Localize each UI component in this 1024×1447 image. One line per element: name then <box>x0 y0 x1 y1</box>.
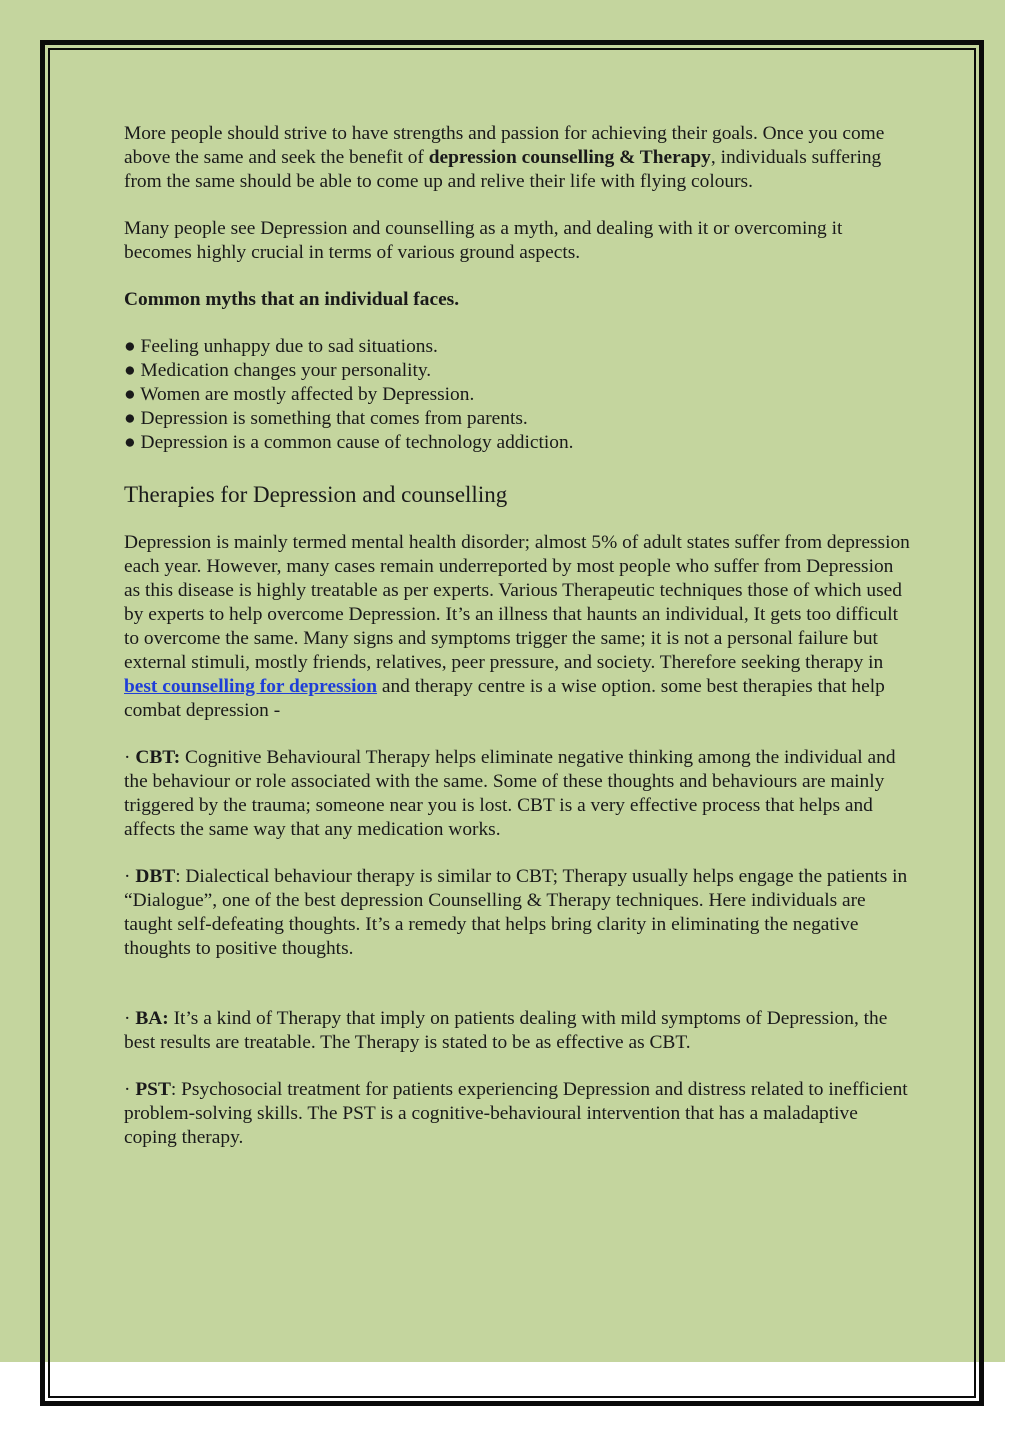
therapy-item-dbt: · DBT: Dialectical behaviour therapy is similar to CBT; Therapy usually helps engage the patients in “Dialogue”, one of the best depression Counselling & Therapy techniques. Here individuals are taught self-defeating thoughts. It’s a remedy that helps bring clarity in eliminating the negative thoughts to positive thoughts. <box>124 866 908 959</box>
intro-paragraph: More people should strive to have strengths and passion for achieving their goals. Once you come above the same and seek the benefit of depression counselling & Therapy, individuals suffering from the same should be able to come up and relive their life with flying colours. <box>124 123 885 192</box>
list-item: ● Feeling unhappy due to sad situations. <box>124 336 438 357</box>
best-counselling-link[interactable]: best counselling for depression <box>124 676 378 697</box>
list-item: ● Depression is something that comes from parents. <box>124 408 528 429</box>
myths-list <box>124 335 914 455</box>
list-item: ● Medication changes your personality. <box>124 360 432 381</box>
therapies-paragraph: Depression is mainly termed mental health disorder; almost 5% of adult states suffer from depression each year. However, many cases remain underreported by most people who suffer from Depression as this disease is highly treatable as per experts. Various Therapeutic techniques those of which used by experts to help overcome Depression. It’s an illness that haunts an individual, It gets too difficult to overcome the same. Many signs and symptoms trigger the same; it is not a personal failure but external stimuli, mostly friends, relatives, peer pressure, and society. Therefore seeking therapy in best counselling for depression and therapy centre is a wise option. some best therapies that help combat depression - <box>124 532 910 721</box>
myth-paragraph: Many people see Depression and counselling as a myth, and dealing with it or overcoming it becomes highly crucial in terms of various ground aspects. <box>124 218 843 263</box>
therapy-item-cbt: · CBT: Cognitive Behavioural Therapy helps eliminate negative thinking among the individual and the behaviour or role associated with the same. Some of these thoughts and behaviours are mainly triggered by the trauma; someone near you is lost. CBT is a very effective process that helps and affects the same way that any medication works. <box>124 747 896 840</box>
intro-bold-term: depression counselling & Therapy <box>428 147 711 168</box>
list-item: ● Women are mostly affected by Depression. <box>124 384 475 405</box>
therapy-item-pst: · PST: Psychosocial treatment for patients experiencing Depression and distress related to inefficient problem-solving skills. The PST is a cognitive-behavioural intervention that has a maladaptive coping therapy. <box>124 1079 908 1148</box>
list-item: ● Depression is a common cause of technology addiction. <box>124 432 574 453</box>
document-body <box>124 122 914 1150</box>
therapies-heading: Therapies for Depression and counselling <box>124 482 508 507</box>
myths-heading: Common myths that an individual faces. <box>124 289 460 310</box>
therapy-item-ba: · BA: It’s a kind of Therapy that imply on patients dealing with mild symptoms of Depression, the best results are treatable. The Therapy is stated to be as effective as CBT. <box>124 1008 888 1053</box>
